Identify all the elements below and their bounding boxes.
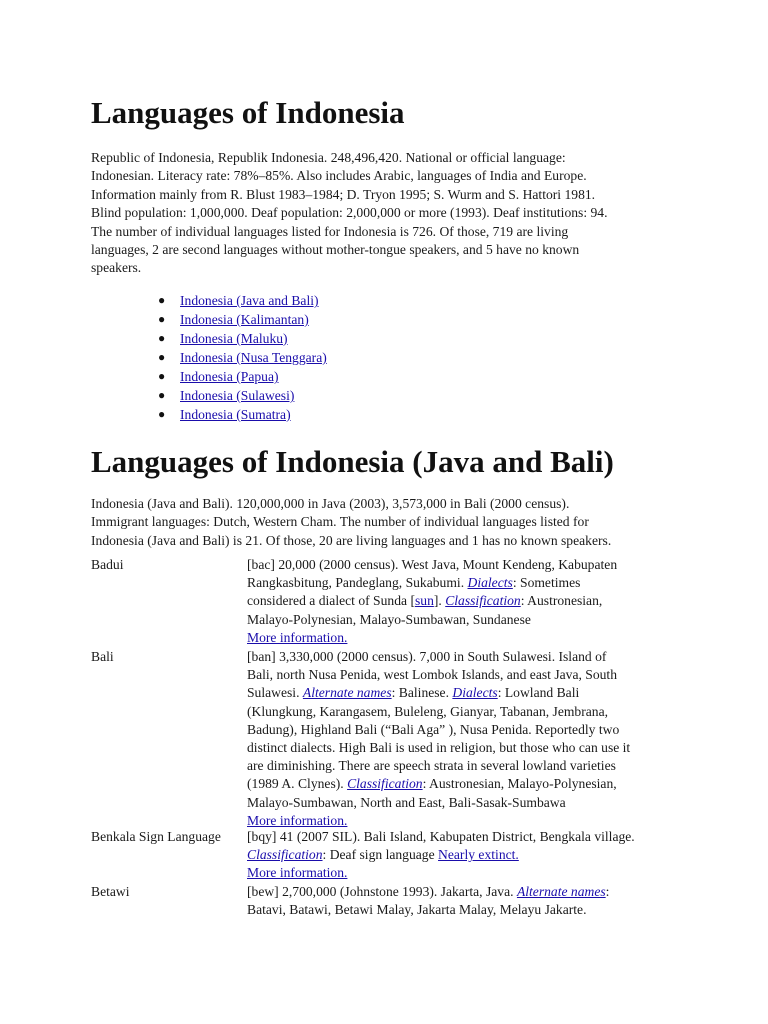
region-list xyxy=(158,291,327,424)
desc-line xyxy=(247,883,687,901)
section-intro-line: Indonesia (Java and Bali) is 21. Of those, 20 are living languages and 1 has no known speakers. xyxy=(91,532,612,548)
language-name: Bali xyxy=(91,649,114,664)
intro-line: Indonesian. Literacy rate: 78%–85%. Also includes Arabic, languages of India and Europe. xyxy=(91,168,587,184)
sun-code-link[interactable]: sun xyxy=(414,593,434,609)
desc-line: [ban] 3,330,000 (2000 census). 7,000 in South Sulawesi. Island of xyxy=(247,649,607,664)
alternate-names-link[interactable]: Alternate names xyxy=(516,884,606,899)
desc-text: : Austronesian, xyxy=(520,593,603,609)
classification-link[interactable]: Classification xyxy=(347,776,423,792)
intro-line: speakers. xyxy=(91,260,142,276)
section-intro-paragraph xyxy=(91,495,691,550)
desc-text: Rangkasbitung, Pandeglang, Sukabumi. xyxy=(247,575,468,591)
region-link-maluku[interactable]: Indonesia (Maluku) xyxy=(180,331,288,346)
language-description xyxy=(247,648,687,830)
desc-text: Sulawesi. xyxy=(247,685,303,701)
bullet-icon: ● xyxy=(158,369,166,383)
bullet-icon: ● xyxy=(158,293,166,307)
language-description xyxy=(247,828,687,883)
list-item xyxy=(158,367,327,386)
desc-line xyxy=(247,574,687,592)
desc-text: [bew] 2,700,000 (Johnstone 1993). Jakarta, Java. xyxy=(247,884,517,899)
desc-text: considered a dialect of Sunda [ xyxy=(247,593,415,609)
list-item xyxy=(158,386,327,405)
bullet-icon: ● xyxy=(158,312,166,326)
intro-paragraph xyxy=(91,149,691,278)
page-title: Languages of Indonesia xyxy=(91,95,405,130)
region-link-papua[interactable]: Indonesia (Papua) xyxy=(180,369,279,384)
desc-line: Bali, north Nusa Penida, west Lombok Islands, and east Java, South xyxy=(247,667,617,683)
dialects-link[interactable]: Dialects xyxy=(467,575,513,591)
language-name: Betawi xyxy=(91,884,130,899)
section-intro-line: Immigrant languages: Dutch, Western Cham. The number of individual languages listed for xyxy=(91,514,589,530)
desc-line: are diminishing. There are speech strata in several lowland varieties xyxy=(247,758,616,774)
language-description xyxy=(247,556,687,647)
desc-line xyxy=(247,864,687,882)
desc-line: Malayo-Polynesian, Malayo-Sumbawan, Sundanese xyxy=(247,611,531,627)
desc-line xyxy=(247,684,687,702)
region-link-sulawesi[interactable]: Indonesia (Sulawesi) xyxy=(180,388,295,403)
list-item xyxy=(158,310,327,329)
desc-line: Batavi, Batawi, Betawi Malay, Jakarta Malay, Melayu Jakarte. xyxy=(247,902,587,918)
more-information-link[interactable]: More information. xyxy=(247,865,348,881)
bullet-icon: ● xyxy=(158,388,166,402)
intro-line: languages, 2 are second languages without mother-tongue speakers, and 5 have no known xyxy=(91,242,580,258)
region-link-nusa-tenggara[interactable]: Indonesia (Nusa Tenggara) xyxy=(180,350,327,365)
bullet-icon: ● xyxy=(158,350,166,364)
nearly-extinct-link[interactable]: Nearly extinct. xyxy=(438,847,519,863)
desc-text: : Balinese. xyxy=(391,685,453,701)
region-link-kalimantan[interactable]: Indonesia (Kalimantan) xyxy=(180,312,309,327)
intro-line: Republic of Indonesia, Republik Indonesia. 248,496,420. National or official language: xyxy=(91,150,566,165)
desc-text: ]. xyxy=(433,593,446,609)
desc-line xyxy=(247,775,687,793)
language-description xyxy=(247,883,687,919)
desc-line: distinct dialects. High Bali is used in religion, but those who can use it xyxy=(247,740,631,756)
desc-text: : xyxy=(605,884,610,899)
desc-line xyxy=(247,592,687,610)
desc-text: : Austronesian, Malayo-Polynesian, xyxy=(422,776,617,792)
intro-line: The number of individual languages listed for Indonesia is 726. Of those, 719 are living xyxy=(91,223,569,239)
language-name: Badui xyxy=(91,557,124,572)
list-item xyxy=(158,405,327,424)
desc-line xyxy=(247,846,687,864)
intro-line: Information mainly from R. Blust 1983–1984; D. Tryon 1995; S. Wurm and S. Hattori 1981. xyxy=(91,186,596,202)
section-intro-line: Indonesia (Java and Bali). 120,000,000 in Java (2003), 3,573,000 in Bali (2000 census). xyxy=(91,496,570,511)
more-information-link[interactable]: More information. xyxy=(247,812,348,828)
intro-line: Blind population: 1,000,000. Deaf population: 2,000,000 or more (1993). Deaf institutions: 94. xyxy=(91,205,608,221)
desc-text: : Lowland Bali xyxy=(497,685,580,701)
desc-text: : Deaf sign language xyxy=(322,847,439,863)
list-item xyxy=(158,329,327,348)
section-title: Languages of Indonesia (Java and Bali) xyxy=(91,444,614,479)
classification-link[interactable]: Classification xyxy=(247,847,323,863)
region-link-java-bali[interactable]: Indonesia (Java and Bali) xyxy=(180,293,319,308)
desc-text: : Sometimes xyxy=(512,575,581,591)
alternate-names-link[interactable]: Alternate names xyxy=(302,685,392,701)
more-information-link[interactable]: More information. xyxy=(247,629,348,645)
list-item xyxy=(158,348,327,367)
classification-link[interactable]: Classification xyxy=(445,593,521,609)
desc-line: (Klungkung, Karangasem, Buleleng, Gianyar, Tabanan, Jembrana, xyxy=(247,703,609,719)
dialects-link[interactable]: Dialects xyxy=(452,685,498,701)
desc-text: (1989 A. Clynes). xyxy=(247,776,348,792)
desc-line: [bqy] 41 (2007 SIL). Bali Island, Kabupaten District, Bengkala village. xyxy=(247,829,635,844)
desc-line: [bac] 20,000 (2000 census). West Java, Mount Kendeng, Kabupaten xyxy=(247,557,618,572)
desc-line xyxy=(247,629,687,647)
bullet-icon: ● xyxy=(158,407,166,421)
desc-line: Malayo-Sumbawan, North and East, Bali-Sasak-Sumbawa xyxy=(247,794,566,810)
region-link-sumatra[interactable]: Indonesia (Sumatra) xyxy=(180,407,291,422)
language-name: Benkala Sign Language xyxy=(91,829,221,844)
list-item xyxy=(158,291,327,310)
desc-line: Badung), Highland Bali (“Bali Aga” ), Nusa Penida. Reportedly two xyxy=(247,721,620,737)
bullet-icon: ● xyxy=(158,331,166,345)
